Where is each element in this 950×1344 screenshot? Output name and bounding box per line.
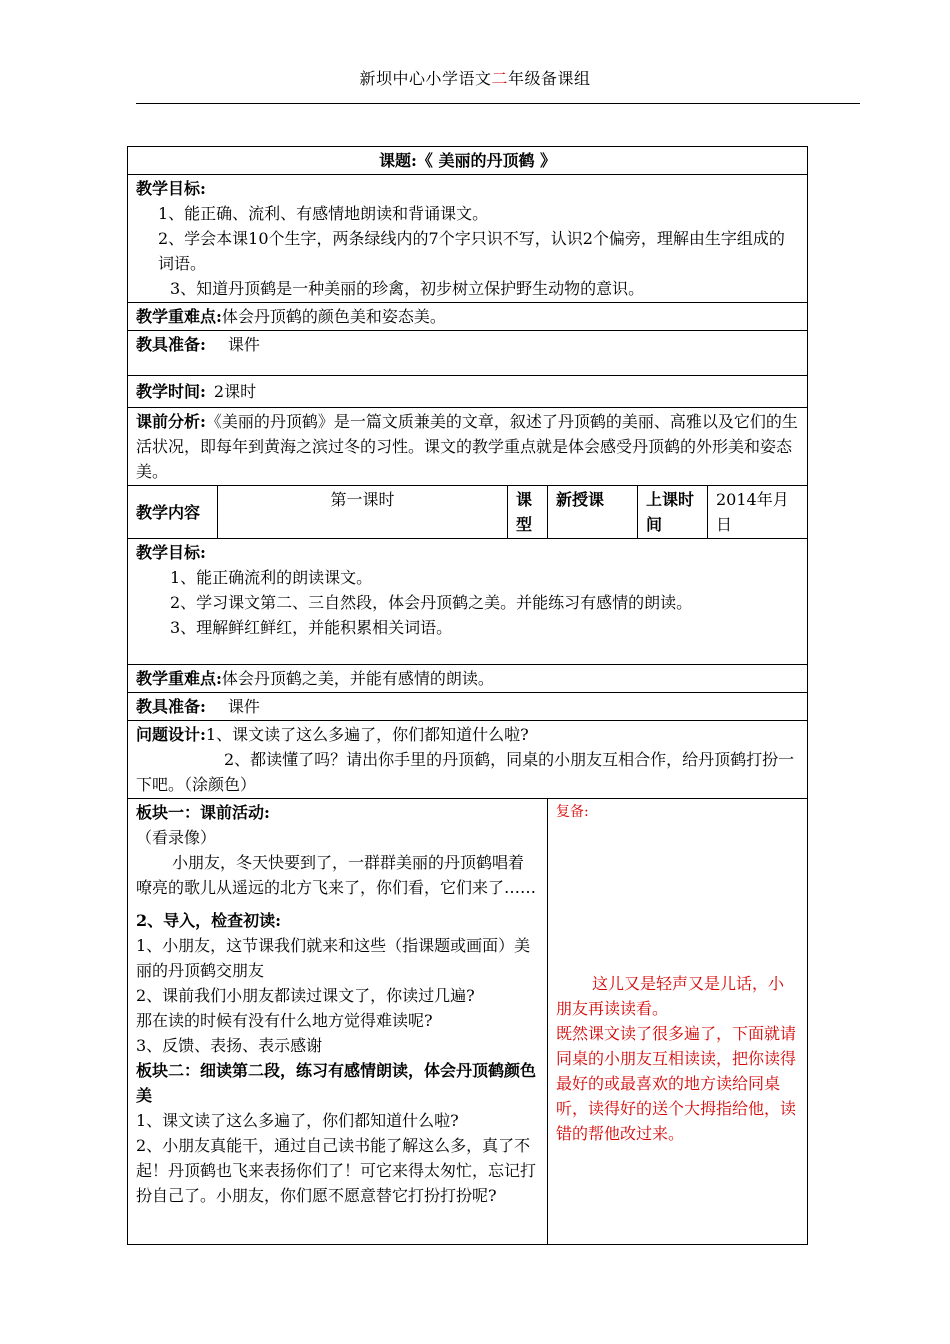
block3-line-2: 2、小朋友真能干，通过自己读书能了解这么多，真了不起！丹顶鹤也飞来表扬你们了！可它来得太匆忙，忘记打扮自己了。小朋友，你们愿不愿意替它打扮打扮呢? — [136, 1136, 537, 1205]
lesson-title: 课题:《 美丽的丹顶鹤 》 — [128, 147, 808, 175]
lesson-key-value: 体会丹顶鹤的颜色美和姿态美。 — [221, 307, 446, 326]
period-question-2: 2、都读懂了吗？请出你手里的丹顶鹤，同桌的小朋友互相合作，给丹顶鹤打扮一下吧。（涂颜色） — [136, 750, 795, 794]
period-key-points — [128, 665, 808, 693]
period-date-value: 2014年月日 — [708, 486, 808, 539]
lesson-analysis-label: 课前分析: — [136, 412, 206, 431]
lesson-analysis-value: 《美丽的丹顶鹤》是一篇文质兼美的文章，叙述了丹顶鹤的美丽、高雅以及它们的生活状况，即每年到黄海之滨过冬的习性。课文的教学重点就是体会感受丹顶鹤的外形美和姿态美。 — [136, 412, 798, 481]
block2-title: 2、导入，检查初读: — [136, 911, 282, 930]
period-type-value: 新授课 — [548, 486, 638, 539]
lesson-analysis — [128, 408, 808, 486]
lesson-goals — [128, 175, 808, 303]
period-key-value: 体会丹顶鹤之美，并能有感情的朗读。 — [221, 669, 494, 688]
block3-line-1: 1、课文读了这么多遍了，你们都知道什么啦? — [136, 1111, 459, 1130]
period-goal-2: 2、学习课文第二、三自然段，体会丹顶鹤之美。并能练习有感情的朗读。 — [170, 593, 693, 612]
lesson-plan-table — [127, 146, 808, 1245]
period-date-label: 上课时间 — [638, 486, 708, 539]
block1-line-2: 小朋友，冬天快要到了，一群群美丽的丹顶鹤唱着嘹亮的歌儿从遥远的北方飞来了，你们看，它们来了…… — [136, 853, 537, 897]
lesson-goals-label: 教学目标: — [136, 179, 206, 198]
block1-title: 板块一：课前活动: — [136, 803, 270, 822]
period-goal-3: 3、理解鲜红鲜红，并能积累相关词语。 — [170, 618, 453, 637]
period-questions — [128, 721, 808, 799]
header-text: 新坝中心小学语文 — [359, 69, 492, 88]
block1-line-1: （看录像） — [136, 828, 217, 847]
lesson-tools-value: 课件 — [227, 335, 260, 354]
header-rule — [136, 103, 860, 104]
page-header — [0, 66, 950, 89]
lesson-time — [128, 376, 808, 408]
period-key-label: 教学重难点: — [136, 669, 222, 688]
notes-label: 复备: — [556, 804, 589, 820]
period-tools-value: 课件 — [227, 697, 260, 716]
lesson-tools — [128, 331, 808, 376]
block2-line-4: 3、反馈、表扬、表示感谢 — [136, 1036, 323, 1055]
lesson-tools-label: 教具准备: — [136, 335, 206, 354]
lesson-time-value: 2课时 — [213, 382, 257, 401]
block2-line-2: 2、课前我们小朋友都读过课文了，你读过几遍? — [136, 986, 475, 1005]
period-question-1: 1、课文读了这么多遍了，你们都知道什么啦? — [205, 725, 529, 744]
lesson-goal-1: 1、能正确、流利、有感情地朗读和背诵课文。 — [158, 204, 489, 223]
note-1: 这儿又是轻声又是儿话，小朋友再读读看。 — [556, 974, 785, 1018]
header-text-end: 年级备课组 — [508, 69, 591, 88]
block2-line-3: 那在读的时候有没有什么地方觉得难读呢? — [136, 1011, 433, 1030]
lesson-key-points — [128, 303, 808, 331]
period-questions-label: 问题设计: — [136, 725, 206, 744]
teaching-process — [128, 799, 548, 1245]
lesson-key-label: 教学重难点: — [136, 307, 222, 326]
note-2: 既然课文读了很多遍了，下面就请同桌的小朋友互相读读，把你读得最好的或最喜欢的地方读给同桌听，读得好的送个大拇指给他，读错的帮他改过来。 — [556, 1024, 797, 1143]
notes-column — [548, 799, 808, 1245]
period-goals — [128, 539, 808, 665]
period-content-label: 教学内容 — [128, 486, 218, 539]
period-goals-label: 教学目标: — [136, 543, 206, 562]
period-content-value: 第一课时 — [218, 486, 508, 539]
lesson-goal-2: 2、学会本课10个生字，两条绿线内的7个字只识不写，认识2个偏旁，理解由生字组成的词语。 — [158, 229, 785, 273]
lesson-goal-3: 3、知道丹顶鹤是一种美丽的珍禽，初步树立保护野生动物的意识。 — [170, 279, 645, 298]
period-tools-label: 教具准备: — [136, 697, 206, 716]
period-goal-1: 1、能正确流利的朗读课文。 — [170, 568, 373, 587]
period-type-label: 课型 — [508, 486, 548, 539]
block2-line-1: 1、小朋友，这节课我们就来和这些（指课题或画面）美丽的丹顶鹤交朋友 — [136, 936, 531, 980]
lesson-time-label: 教学时间: — [136, 382, 206, 401]
header-text-red: 二 — [491, 69, 508, 88]
period-tools — [128, 693, 808, 721]
block3-title: 板块二：细读第二段，练习有感情朗读，体会丹顶鹤颜色美 — [136, 1061, 537, 1105]
